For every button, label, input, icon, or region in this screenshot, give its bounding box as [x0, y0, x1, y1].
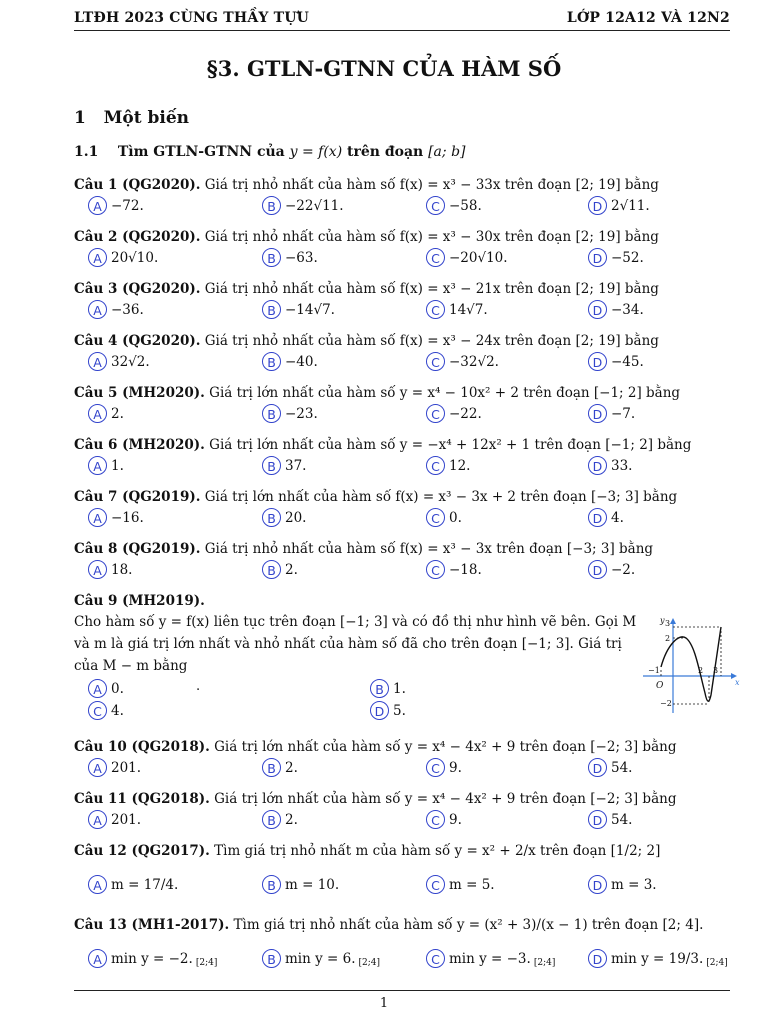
- question-label: Câu 13 (MH1-2017).: [74, 917, 230, 933]
- option-c[interactable]: [426, 404, 482, 423]
- option-c[interactable]: [426, 810, 462, 829]
- option-text: 4.: [111, 702, 124, 719]
- option-text: −2.: [611, 561, 636, 578]
- option-a[interactable]: [88, 679, 124, 698]
- option-text: 18.: [111, 561, 133, 578]
- option-d[interactable]: [588, 508, 624, 527]
- question-label: Câu 7 (QG2019).: [74, 489, 201, 505]
- option-text: 2√11.: [611, 197, 650, 214]
- option-text: m = 3.: [611, 876, 657, 893]
- option-c[interactable]: [426, 248, 508, 267]
- choice-letter: B: [262, 404, 281, 423]
- option-text: −18.: [449, 561, 482, 578]
- option-text: 9.: [449, 811, 462, 828]
- question-line: [74, 332, 734, 351]
- option-text: −16.: [111, 509, 144, 526]
- option-c[interactable]: [426, 508, 462, 527]
- option-d[interactable]: [588, 949, 728, 968]
- question-5: [74, 384, 734, 426]
- question-text: Giá trị lớn nhất của hàm số f(x) = x³ − 3x + 2 trên đoạn [−3; 3] bằng: [204, 489, 678, 505]
- option-text: 0.: [449, 509, 462, 526]
- option-a[interactable]: [88, 248, 158, 267]
- option-text: −52.: [611, 249, 644, 266]
- option-text: 1.: [111, 457, 124, 474]
- option-text: −32√2.: [449, 353, 499, 370]
- choice-letter: B: [262, 758, 281, 777]
- option-text: 20.: [285, 509, 307, 526]
- option-text: 12.: [449, 457, 471, 474]
- option-b[interactable]: [262, 404, 318, 423]
- choice-letter: B: [262, 456, 281, 475]
- option-text: −58.: [449, 197, 482, 214]
- question-text: Giá trị nhỏ nhất của hàm số f(x) = x³ − 21x trên đoạn [2; 19] bằng: [204, 281, 659, 297]
- option-text: 2.: [111, 405, 124, 422]
- option-d[interactable]: [588, 196, 650, 215]
- question-13: [74, 916, 734, 971]
- option-text: 54.: [611, 811, 633, 828]
- option-d[interactable]: [588, 810, 632, 829]
- choice-letter: C: [426, 352, 445, 371]
- option-a[interactable]: [88, 949, 217, 968]
- question-text: Giá trị lớn nhất của hàm số y = x⁴ − 10x² + 2 trên đoạn [−1; 2] bằng: [209, 385, 681, 401]
- question-label: Câu 4 (QG2020).: [74, 333, 201, 349]
- question-3: [74, 280, 734, 322]
- option-text: 2.: [285, 759, 298, 776]
- choice-letter: D: [588, 456, 607, 475]
- question-label: Câu 1 (QG2020).: [74, 177, 201, 193]
- option-text: 2.: [285, 811, 298, 828]
- question-text: Giá trị nhỏ nhất của hàm số f(x) = x³ − 24x trên đoạn [2; 19] bằng: [204, 333, 659, 349]
- choice-letter: A: [88, 404, 107, 423]
- option-text: 201.: [111, 811, 142, 828]
- option-a[interactable]: [88, 758, 141, 777]
- option-d[interactable]: [588, 875, 657, 894]
- choice-letter: A: [88, 679, 107, 698]
- question-label: Câu 11 (QG2018).: [74, 791, 210, 807]
- option-text: −22.: [449, 405, 482, 422]
- choice-letter: B: [262, 949, 281, 968]
- question-label: Câu 5 (MH2020).: [74, 385, 205, 401]
- option-b[interactable]: [262, 456, 306, 475]
- question-label: Câu 6 (MH2020).: [74, 437, 205, 453]
- choice-letter: C: [426, 300, 445, 319]
- question-6: [74, 436, 734, 478]
- option-text: −63.: [285, 249, 318, 266]
- question-line: [74, 228, 734, 247]
- graph-label-x2: 2: [698, 666, 704, 675]
- choice-letter: A: [88, 560, 107, 579]
- choice-letter: B: [262, 300, 281, 319]
- question-text: Cho hàm số y = f(x) liên tục trên đoạn [−1; 3] và có đồ thị như hình vẽ bên. Gọi M và m là giá trị lớn nhất và nhỏ nhất của hàm số đã cho trên đoạn [−1; 3]. Giá trị của M − m bằng: [74, 614, 637, 674]
- question-text: Giá trị nhỏ nhất của hàm số f(x) = x³ − 3x trên đoạn [−3; 3] bằng: [204, 541, 654, 557]
- question-line: [74, 176, 734, 195]
- option-text: 4.: [611, 509, 624, 526]
- option-text: min y = 6.: [285, 950, 356, 967]
- choice-letter: D: [588, 875, 607, 894]
- question-9: [74, 592, 734, 725]
- option-text: min y = −2.: [111, 950, 193, 967]
- option-text: min y = −3.: [449, 950, 531, 967]
- choice-letter: A: [88, 875, 107, 894]
- option-text: m = 10.: [285, 876, 340, 893]
- option-a[interactable]: [88, 810, 141, 829]
- option-text: min y = 19/3.: [611, 950, 704, 967]
- question-11: [74, 790, 734, 832]
- question-text: Tìm giá trị nhỏ nhất m của hàm số y = x² + 2/x trên đoạn [1/2; 2]: [214, 843, 661, 859]
- choice-letter: A: [88, 300, 107, 319]
- option-a[interactable]: [88, 196, 144, 215]
- question-line: [74, 384, 734, 403]
- option-a[interactable]: [88, 456, 124, 475]
- graph-label-x3: 3: [713, 666, 719, 675]
- question-text: Giá trị lớn nhất của hàm số y = −x⁴ + 12x² + 1 trên đoạn [−1; 2] bằng: [209, 437, 692, 453]
- question-label: Câu 12 (QG2017).: [74, 843, 210, 859]
- choice-letter: A: [88, 352, 107, 371]
- choice-letter: B: [262, 560, 281, 579]
- choice-letter: C: [426, 404, 445, 423]
- option-c[interactable]: [426, 352, 499, 371]
- subsection-number: 1.1: [74, 144, 99, 160]
- footer-rule: [74, 990, 730, 991]
- option-b[interactable]: [262, 352, 318, 371]
- question-8: [74, 540, 734, 582]
- option-a[interactable]: [88, 508, 144, 527]
- choice-letter: C: [426, 196, 445, 215]
- option-b[interactable]: [262, 949, 380, 968]
- choice-letter: D: [588, 248, 607, 267]
- option-d[interactable]: [588, 758, 632, 777]
- stray-dot: .: [196, 679, 201, 694]
- option-a[interactable]: [88, 404, 124, 423]
- option-text: 32√2.: [111, 353, 150, 370]
- option-text: −36.: [111, 301, 144, 318]
- choice-letter: A: [88, 508, 107, 527]
- choice-letter: D: [370, 701, 389, 720]
- option-b[interactable]: [262, 810, 298, 829]
- choice-letter: A: [88, 758, 107, 777]
- choice-letter: D: [588, 196, 607, 215]
- option-text: −7.: [611, 405, 636, 422]
- option-text: 9.: [449, 759, 462, 776]
- question-2: [74, 228, 734, 270]
- subsection-text: Tìm GTLN-GTNN của: [117, 144, 285, 160]
- graph-label-y: y: [660, 616, 665, 625]
- question-4: [74, 332, 734, 374]
- subsection-heading: [74, 144, 466, 160]
- question-text: Giá trị lớn nhất của hàm số y = x⁴ − 4x² + 9 trên đoạn [−2; 3] bằng: [214, 739, 677, 755]
- choice-letter: D: [588, 560, 607, 579]
- option-a[interactable]: [88, 875, 178, 894]
- option-text: −20√10.: [449, 249, 508, 266]
- choice-letter: A: [88, 949, 107, 968]
- graph-label-neg1: −1: [648, 666, 660, 675]
- choice-letter: D: [588, 758, 607, 777]
- choice-letter: D: [588, 508, 607, 527]
- option-text: −45.: [611, 353, 644, 370]
- option-text: 5.: [393, 702, 406, 719]
- choice-letter: C: [88, 701, 107, 720]
- page-header: [74, 8, 730, 31]
- option-c[interactable]: [426, 758, 462, 777]
- graph-label-x: x: [735, 678, 740, 687]
- option-text: 2.: [285, 561, 298, 578]
- question-text: Tìm giá trị nhỏ nhất của hàm số y = (x² + 3)/(x − 1) trên đoạn [2; 4].: [233, 917, 704, 933]
- option-d[interactable]: [588, 404, 635, 423]
- page-number: 1: [379, 996, 389, 1011]
- page-title: §3. GTLN-GTNN CỦA HÀM SỐ: [206, 56, 562, 81]
- option-b[interactable]: [262, 560, 298, 579]
- header-left: LTĐH 2023 CÙNG THẦY TỰU: [74, 10, 310, 26]
- subsection-math2: [a; b]: [428, 144, 466, 160]
- question-1: [74, 176, 734, 218]
- choice-letter: C: [426, 875, 445, 894]
- option-text: m = 17/4.: [111, 876, 179, 893]
- header-right: LỚP 12A12 VÀ 12N2: [566, 10, 730, 26]
- option-b[interactable]: [262, 196, 344, 215]
- question-line: [74, 790, 734, 809]
- option-b[interactable]: [262, 300, 335, 319]
- option-d[interactable]: [370, 701, 406, 720]
- question-label: Câu 2 (QG2020).: [74, 229, 201, 245]
- choice-letter: B: [262, 248, 281, 267]
- question-12: [74, 842, 734, 897]
- option-subscript: [2;4]: [533, 958, 556, 968]
- choice-letter: D: [588, 300, 607, 319]
- question-line: [74, 738, 734, 757]
- choice-letter: A: [88, 248, 107, 267]
- option-text: 33.: [611, 457, 633, 474]
- question-line: [74, 916, 734, 935]
- option-b[interactable]: [262, 875, 339, 894]
- option-text: −72.: [111, 197, 144, 214]
- option-c[interactable]: [426, 456, 470, 475]
- question-label: Câu 8 (QG2019).: [74, 541, 201, 557]
- choice-letter: B: [370, 679, 389, 698]
- option-subscript: [2;4]: [706, 958, 728, 968]
- subsection-math: y = f(x): [289, 144, 343, 160]
- choice-letter: A: [88, 456, 107, 475]
- choice-letter: D: [588, 810, 607, 829]
- choice-letter: A: [88, 810, 107, 829]
- option-text: −40.: [285, 353, 318, 370]
- question-label: Câu 9 (MH2019).: [74, 593, 205, 609]
- choice-letter: C: [426, 456, 445, 475]
- choice-letter: C: [426, 949, 445, 968]
- option-c[interactable]: [426, 949, 555, 968]
- option-c[interactable]: [88, 701, 124, 720]
- subsection-text2: trên đoạn: [347, 144, 424, 160]
- option-text: −34.: [611, 301, 644, 318]
- graph-label-neg2: −2: [660, 699, 672, 708]
- option-b[interactable]: [262, 758, 298, 777]
- option-subscript: [2;4]: [195, 958, 218, 968]
- graph-label-2: 2: [665, 634, 671, 643]
- function-graph: [643, 615, 743, 715]
- choice-letter: C: [426, 758, 445, 777]
- choice-letter: B: [262, 352, 281, 371]
- choice-letter: D: [588, 352, 607, 371]
- question-line: [74, 436, 734, 455]
- option-c[interactable]: [426, 196, 482, 215]
- option-text: 20√10.: [111, 249, 159, 266]
- option-text: −22√11.: [285, 197, 344, 214]
- option-c[interactable]: [426, 875, 495, 894]
- option-text: 37.: [285, 457, 307, 474]
- option-text: −14√7.: [285, 301, 335, 318]
- option-d[interactable]: [588, 456, 632, 475]
- graph-label-origin: O: [656, 681, 664, 691]
- question-10: [74, 738, 734, 780]
- option-a[interactable]: [88, 300, 144, 319]
- graph-label-3: 3: [665, 619, 671, 628]
- question-text: Giá trị lớn nhất của hàm số y = x⁴ − 4x² + 9 trên đoạn [−2; 3] bằng: [214, 791, 677, 807]
- option-text: 1.: [393, 680, 406, 697]
- option-d[interactable]: [588, 300, 644, 319]
- option-d[interactable]: [588, 352, 644, 371]
- choice-letter: C: [426, 248, 445, 267]
- question-label: Câu 10 (QG2018).: [74, 739, 210, 755]
- section-heading: 1 Một biến: [74, 108, 190, 128]
- option-text: 201.: [111, 759, 142, 776]
- option-a[interactable]: [88, 352, 150, 371]
- choice-letter: B: [262, 810, 281, 829]
- option-a[interactable]: [88, 560, 132, 579]
- option-c[interactable]: [426, 300, 488, 319]
- choice-letter: C: [426, 508, 445, 527]
- option-text: −23.: [285, 405, 318, 422]
- option-text: 54.: [611, 759, 633, 776]
- question-text: Giá trị nhỏ nhất của hàm số f(x) = x³ − 33x trên đoạn [2; 19] bằng: [204, 177, 659, 193]
- option-text: m = 5.: [449, 876, 495, 893]
- choice-letter: B: [262, 875, 281, 894]
- y-arrow: [670, 618, 676, 624]
- question-line: [74, 540, 734, 559]
- option-b[interactable]: [262, 508, 306, 527]
- choice-letter: B: [262, 508, 281, 527]
- option-text: 0.: [111, 680, 124, 697]
- choice-letter: A: [88, 196, 107, 215]
- choice-letter: B: [262, 196, 281, 215]
- question-label: Câu 3 (QG2020).: [74, 281, 201, 297]
- option-d[interactable]: [588, 248, 644, 267]
- question-line: [74, 842, 734, 861]
- choice-letter: D: [588, 949, 607, 968]
- choice-letter: C: [426, 560, 445, 579]
- question-line: [74, 280, 734, 299]
- option-b[interactable]: [370, 679, 406, 698]
- option-subscript: [2;4]: [358, 958, 381, 968]
- choice-letter: C: [426, 810, 445, 829]
- option-b[interactable]: [262, 248, 318, 267]
- choice-letter: D: [588, 404, 607, 423]
- question-line: [74, 488, 734, 507]
- option-c[interactable]: [426, 560, 482, 579]
- question-text: Giá trị nhỏ nhất của hàm số f(x) = x³ − 30x trên đoạn [2; 19] bằng: [204, 229, 659, 245]
- option-d[interactable]: [588, 560, 635, 579]
- option-text: 14√7.: [449, 301, 488, 318]
- question-7: [74, 488, 734, 530]
